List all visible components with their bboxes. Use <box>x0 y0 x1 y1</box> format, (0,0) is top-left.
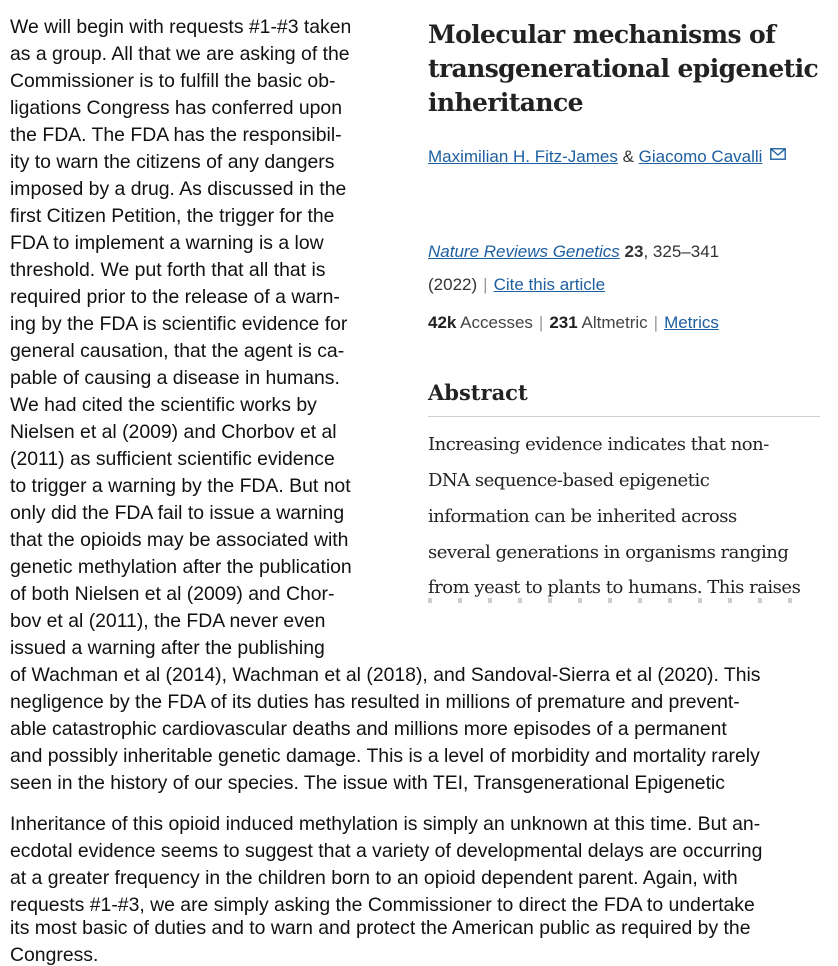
body-line: Commissioner is to fulfill the basic ob- <box>10 70 336 92</box>
article-title <box>428 18 818 120</box>
body-line: genetic methylation after the publication <box>10 556 352 578</box>
body-line: of both Nielsen et al (2009) and Chor- <box>10 583 335 605</box>
abstract-line: from yeast to plants to humans. This raises <box>428 577 801 598</box>
body-line: ing by the FDA is scientific evidence for <box>10 313 348 335</box>
body-line: We had cited the scientific works by <box>10 394 317 416</box>
accesses-count: 42k <box>428 313 457 332</box>
body-line: only did the FDA fail to issue a warning <box>10 502 345 524</box>
author-list <box>428 147 786 167</box>
body-line: ligations Congress has conferred upon <box>10 97 342 119</box>
author-link[interactable]: Maximilian H. Fitz-James <box>428 147 618 166</box>
article-title-line: Molecular mechanisms of <box>428 20 776 49</box>
body-line: Congress. <box>10 944 99 966</box>
body-line: of Wachman et al (2014), Wachman et al (2018), and Sandoval-Sierra et al (2020). This <box>10 664 761 686</box>
envelope-icon[interactable] <box>770 148 786 160</box>
page-range: , 325–341 <box>643 242 720 261</box>
abstract-line: DNA sequence-based epigenetic <box>428 470 710 491</box>
article-clipping <box>412 10 826 610</box>
year: (2022) <box>428 275 478 294</box>
body-line: first Citizen Petition, the trigger for the <box>10 205 335 227</box>
body-line: as a group. All that we are asking of the <box>10 43 350 65</box>
abstract-line: several generations in organisms ranging <box>428 542 789 563</box>
altmetric-count: 231 <box>549 313 578 332</box>
body-line: FDA to implement a warning is a low <box>10 232 324 254</box>
body-line: required prior to the release of a warn- <box>10 286 340 308</box>
body-line: and possibly inheritable genetic damage. This is a level of morbidity and mortality rarely <box>10 745 760 767</box>
body-line: able catastrophic cardiovascular deaths and millions more episodes of a permanent <box>10 718 727 740</box>
volume: 23 <box>624 242 644 261</box>
body-line: seen in the history of our species. The issue with TEI, Transgenerational Epigenetic <box>10 772 725 794</box>
body-line: bov et al (2011), the FDA never even <box>10 610 326 632</box>
article-title-line: inheritance <box>428 88 583 117</box>
metrics-link[interactable]: Metrics <box>664 313 719 332</box>
divider <box>428 416 820 417</box>
journal-link[interactable]: Nature Reviews Genetics <box>428 242 620 261</box>
article-title-line: transgenerational epigenetic <box>428 54 819 83</box>
divider: | <box>483 275 488 294</box>
body-line: negligence by the FDA of its duties has resulted in millions of premature and prevent- <box>10 691 740 713</box>
body-line: ity to warn the citizens of any dangers <box>10 151 335 173</box>
body-line: issued a warning after the publishing <box>10 637 325 659</box>
body-line: Inheritance of this opioid induced methylation is simply an unknown at this time. But an- <box>10 813 761 835</box>
cite-link[interactable]: Cite this article <box>493 275 606 294</box>
citation <box>428 235 719 301</box>
body-line: that the opioids may be associated with <box>10 529 349 551</box>
author-separator: & <box>622 147 634 166</box>
clipped-text-edge <box>428 598 818 603</box>
body-line: requests #1-#3, we are simply asking the Commissioner to direct the FDA to undertake <box>10 894 755 916</box>
body-line: threshold. We put forth that all that is <box>10 259 326 281</box>
body-line: (2011) as sufficient scientific evidence <box>10 448 335 470</box>
body-line: general causation, that the agent is ca- <box>10 340 345 362</box>
body-line: the FDA. The FDA has the responsibil- <box>10 124 342 146</box>
body-line: We will begin with requests #1-#3 taken <box>10 16 352 38</box>
abstract-line: Increasing evidence indicates that non- <box>428 434 769 455</box>
body-line: Nielsen et al (2009) and Chorbov et al <box>10 421 337 443</box>
abstract-line: information can be inherited across <box>428 506 737 527</box>
body-line: its most basic of duties and to warn and protect the American public as required by the <box>10 917 751 939</box>
body-line: pable of causing a disease in humans. <box>10 367 340 389</box>
body-line: ecdotal evidence seems to suggest that a variety of developmental delays are occurring <box>10 840 763 862</box>
article-metrics <box>428 313 719 333</box>
altmetric-label: Altmetric <box>581 313 648 332</box>
accesses-label: Accesses <box>460 313 533 332</box>
author-link[interactable]: Giacomo Cavalli <box>638 147 763 166</box>
body-line: at a greater frequency in the children born to an opioid dependent parent. Again, with <box>10 867 738 889</box>
abstract-heading: Abstract <box>428 380 528 405</box>
divider: | <box>538 313 544 332</box>
body-line: imposed by a drug. As discussed in the <box>10 178 347 200</box>
body-line: to trigger a warning by the FDA. But not <box>10 475 351 497</box>
divider: | <box>653 313 659 332</box>
